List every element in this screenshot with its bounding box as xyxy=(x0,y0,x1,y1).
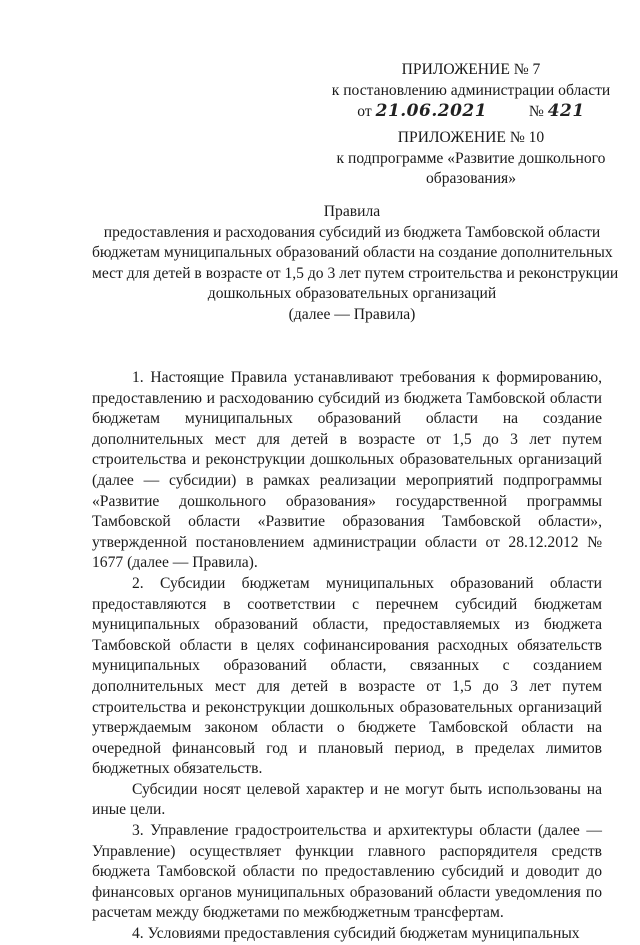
paragraph-2-note: Субсидии носят целевой характер и не могут быть использованы на иные цели. xyxy=(92,780,602,819)
appendix-7-date-line xyxy=(330,101,612,123)
handwritten-date: 21.06.2021 xyxy=(375,101,488,122)
appendix-10-block xyxy=(330,128,612,190)
rules-heading: Правила xyxy=(323,203,381,220)
appendix-7-block xyxy=(330,60,612,123)
paragraph-3: 3. Управление градостроительства и архитектуры области (далее — Управление) осуществляет функции главного распорядителя средств бюджета Тамбовской области по предоставлению субсидий и доводит до финансовых органов муниципальных образований области уведомления по расчетам между бюджетами по межбюджетным трансфертам. xyxy=(92,822,602,922)
rules-title-block xyxy=(92,202,619,326)
appendix-10-title: ПРИЛОЖЕНИЕ № 10 xyxy=(397,129,545,146)
paragraph-4: 4. Условиями предоставления субсидий бюджетам муниципальных xyxy=(132,925,580,943)
rules-title-line-2: бюджетам муниципальных образований области на создание дополнительных xyxy=(92,244,613,262)
appendix-7-title: ПРИЛОЖЕНИЕ № 7 xyxy=(401,61,541,78)
rules-title-line-5: (далее — Правила) xyxy=(288,305,416,323)
rules-title-line-4: дошкольных образовательных организаций xyxy=(207,285,497,303)
rules-title-line-1: предоставления и расходования субсидий из бюджета Тамбовской области xyxy=(103,223,601,241)
date-prefix: от xyxy=(357,103,372,121)
appendix-10-subprogram-line-2: образования» xyxy=(425,170,517,188)
paragraph-1: 1. Настоящие Правила устанавливают требования к формированию, предоставлению и расходованию субсидий из бюджета Тамбовской области бюджетам муниципальных образований области на создание дополнительных мест для детей в возрасте от 1,5 до 3 лет путем строительства и реконструкции дошкольных образовательных организаций (далее — субсидии) в рамках реализации мероприятий подпрограммы «Развитие дошкольного образования» государственной программы Тамбовской области «Развитие образования Тамбовской области», утвержденной постановлением администрации области от 28.12.2012 № 1677 (далее — Правила). xyxy=(92,369,602,572)
handwritten-number: 421 xyxy=(547,101,585,122)
appendix-10-subprogram-line: к подпрограмме «Развитие дошкольного xyxy=(336,149,606,167)
paragraph-2: 2. Субсидии бюджетам муниципальных образований области предоставляются в соответствии с перечнем субсидий бюджетам муниципальных образований области, предоставляемых из бюджета Тамбовской области в целях софинансирования расходных обязательств муниципальных образований области, связанных с созданием дополнительных мест для детей в возрасте от 1,5 до 3 лет путем строительства и реконструкции дошкольных образовательных организаций утверждаемым законом области о бюджете Тамбовской области на очередной финансовый год и плановый период, в пределах лимитов бюджетных обязательств. xyxy=(92,574,602,778)
document-body xyxy=(92,368,602,945)
appendix-7-resolution-line: к постановлению администрации области xyxy=(331,81,611,99)
number-prefix: № xyxy=(528,103,544,121)
rules-title-line-3: мест для детей в возрасте от 1,5 до 3 лет путем строительства и реконструкции xyxy=(92,264,619,282)
